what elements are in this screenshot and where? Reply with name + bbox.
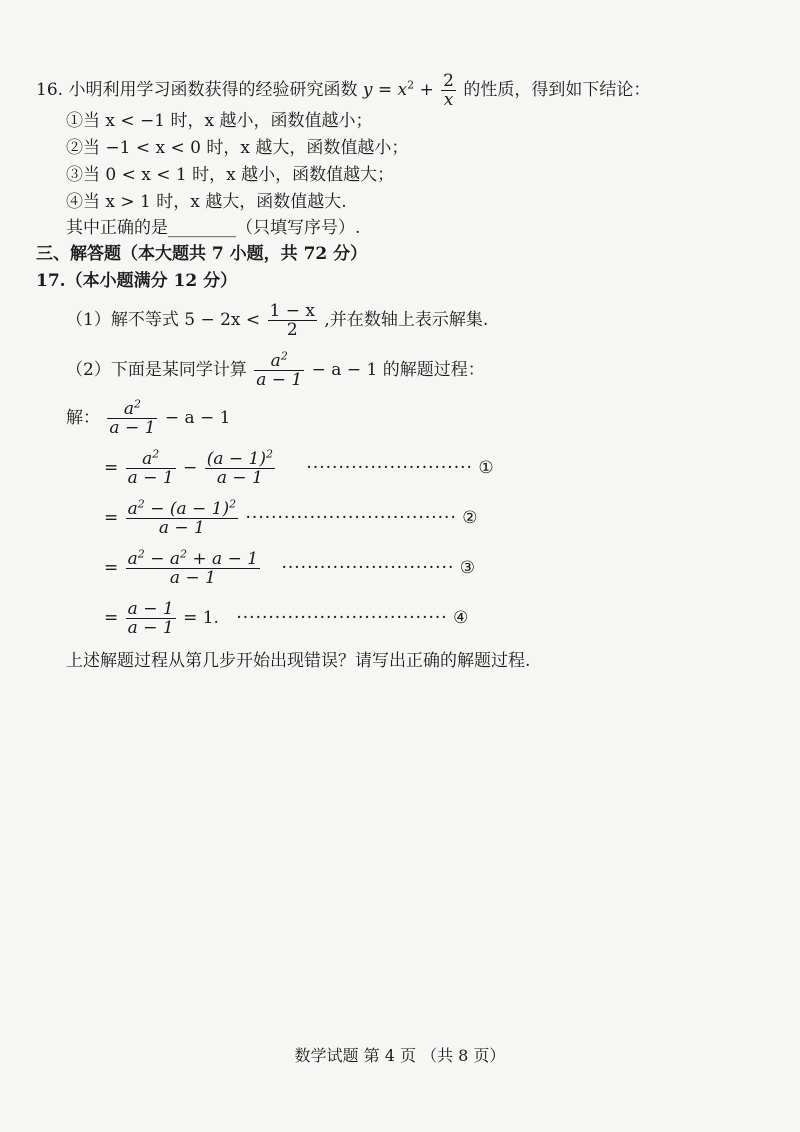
q17-part2-fraction — [254, 349, 304, 390]
step1-marker: ① — [478, 458, 494, 478]
solution-line-0 — [66, 397, 231, 438]
step1-b-num-exp: 2 — [266, 447, 274, 461]
q16-stem-after: 的性质，得到如下结论： — [463, 80, 651, 100]
step1-a-num-exp: 2 — [152, 447, 160, 461]
step3-num-a: a — [127, 549, 138, 569]
q17-part2 — [66, 349, 485, 390]
q17-part1 — [66, 302, 488, 339]
step3-den: a − 1 — [169, 568, 216, 588]
step1-a-den: a − 1 — [127, 468, 174, 488]
step1-dots: ·························· — [306, 458, 473, 478]
solution-step-4 — [104, 600, 468, 637]
q17-part2-den: a − 1 — [256, 370, 303, 390]
step2-marker: ② — [462, 508, 478, 528]
q17-header: 17.（本小题满分 12 分） — [36, 271, 238, 291]
q16-conclusion-1: ①当 x < −1 时，x 越小，函数值越小； — [66, 111, 373, 131]
step2-num-rest: − (a − 1) — [144, 499, 230, 519]
page-footer: 数学试题 第 4 页 （共 8 页） — [294, 1046, 506, 1065]
step1-eq: = — [104, 458, 119, 478]
q17-part1-num: 1 − x — [269, 301, 316, 321]
step2-num-a: a — [127, 499, 138, 519]
step4-frac — [126, 600, 176, 637]
q17-part1-before: （1）解不等式 5 − 2x < — [66, 310, 261, 330]
step1-b-den: a − 1 — [216, 468, 263, 488]
step4-eq: = — [104, 608, 119, 628]
step2-dots: ································· — [245, 508, 457, 528]
q17-part1-after: ,并在数轴上表示解集. — [324, 310, 489, 330]
q16-frac-den: x — [443, 90, 454, 110]
solution-label: 解： — [66, 408, 100, 428]
step3-num-end: + a − 1 — [186, 549, 259, 569]
q17-question: 上述解题过程从第几步开始出现错误？请写出正确的解题过程. — [66, 651, 531, 671]
q16-stem-before: 小明利用学习函数获得的经验研究函数 — [68, 80, 358, 100]
q16-answer-prompt: 其中正确的是________（只填写序号）. — [66, 218, 361, 238]
step1-frac-b — [205, 447, 275, 488]
step4-num: a − 1 — [127, 599, 174, 619]
q17-part1-den: 2 — [286, 320, 298, 340]
step3-num-mid-exp: 2 — [179, 547, 187, 561]
step3-num-a-exp: 2 — [137, 547, 145, 561]
step4-den: a − 1 — [127, 618, 174, 638]
q16-stem — [36, 72, 650, 109]
q16-frac-num: 2 — [443, 71, 454, 91]
q16-formula-plus: + — [419, 80, 434, 100]
q16-conclusion-2: ②当 −1 < x < 0 时，x 越大，函数值越小； — [66, 138, 409, 158]
section3-title: 三、解答题（本大题共 7 小题，共 72 分） — [36, 244, 368, 264]
step1-frac-a — [126, 447, 176, 488]
step4-marker: ④ — [453, 608, 469, 628]
q17-part2-before: （2）下面是某同学计算 — [66, 360, 247, 380]
sol0-num-exp: 2 — [133, 397, 141, 411]
sol0-tail: − a − 1 — [164, 408, 231, 428]
step1-b-num: (a − 1) — [206, 449, 267, 469]
step3-marker: ③ — [459, 558, 476, 578]
q16-number: 16. — [36, 80, 64, 100]
step4-tail: = 1. — [183, 608, 219, 628]
q17-part1-fraction — [268, 302, 317, 339]
step3-eq: = — [104, 558, 119, 578]
q17-part2-num-base: a — [270, 351, 281, 371]
sol0-num-base: a — [123, 399, 134, 419]
sol0-den: a − 1 — [109, 418, 156, 438]
q16-fraction — [441, 72, 456, 109]
step4-dots: ································· — [236, 608, 448, 628]
step1-minus: − — [183, 458, 198, 478]
step3-frac — [126, 547, 260, 588]
step2-num-rest-exp: 2 — [229, 497, 237, 511]
solution-step-3 — [104, 547, 476, 588]
q17-part2-num-exp: 2 — [280, 349, 288, 363]
step3-num-mid: − a — [144, 549, 180, 569]
q17-part2-after: − a − 1 的解题过程： — [311, 360, 485, 380]
solution-step-2 — [104, 497, 478, 538]
step2-den: a − 1 — [158, 518, 205, 538]
q16-conclusion-3: ③当 0 < x < 1 时，x 越小，函数值越大； — [66, 165, 395, 185]
q16-formula-exp: 2 — [407, 78, 415, 92]
step3-dots: ··························· — [281, 558, 455, 578]
solution-fraction-0 — [107, 397, 157, 438]
solution-step-1 — [104, 447, 494, 488]
step2-eq: = — [104, 508, 119, 528]
q16-conclusion-4: ④当 x > 1 时，x 越大，函数值越大. — [66, 192, 347, 212]
step2-frac — [126, 497, 238, 538]
q16-formula-y: y = x — [362, 80, 408, 100]
step1-a-num-base: a — [142, 449, 153, 469]
step2-num-a-exp: 2 — [137, 497, 145, 511]
